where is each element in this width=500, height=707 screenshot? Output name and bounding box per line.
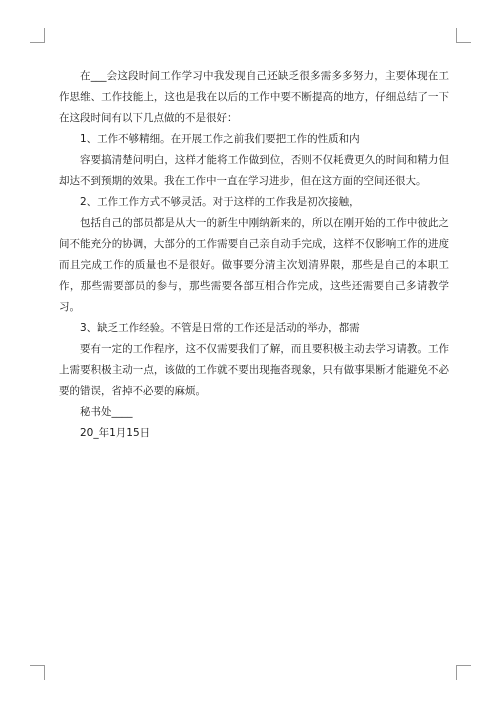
document-body <box>59 66 449 444</box>
paragraph-point-3-body: 要有一定的工作程序，这不仅需要我们了解，而且要积极主动去学习请教。工作上需要积极主动一点，该做的工作就不要出现拖沓现象，只有做事果断才能避免不必要的错误，省掉不必要的麻烦。 <box>59 343 449 397</box>
crop-mark-bottom-left <box>30 665 45 680</box>
paragraph-point-2-heading: 2、工作工作方式不够灵活。对于这样的工作我是初次接触， <box>80 196 360 208</box>
crop-mark-top-left <box>30 28 45 43</box>
paragraph-point-2-body: 包括自己的部员都是从大一的新生中刚纳新来的，所以在刚开始的工作中彼此之间不能充分的协调，大部分的工作需要自己亲自动手完成，这样不仅影响工作的进度而且完成工作的质量也不是很好。做事要分清主次划清界限，那些是自己的本职工作，那些需要部员的参与，那些需要各部互相合作完成，这些还需要自己多请教学习。 <box>59 217 449 313</box>
paragraph-point-1-heading: 1、工作不够精细。在开展工作之前我们要把工作的性质和内 <box>80 133 360 145</box>
paragraph-intro: 在___会这段时间工作学习中我发现自己还缺乏很多需多多努力，主要体现在工作思维、工作技能上，这也是我在以后的工作中要不断提高的地方，仔细总结了一下在这段时间有以下几点做的不是很好： <box>59 70 449 124</box>
paragraph-point-3-heading: 3、缺乏工作经验。不管是日常的工作还是活动的举办，都需 <box>80 322 360 334</box>
signature-department: 秘书处____ <box>80 406 133 418</box>
signature-date: 20_年1月15日 <box>80 427 151 439</box>
crop-mark-top-right <box>456 28 471 43</box>
paragraph-point-1-body: 容要搞清楚问明白，这样才能将工作做到位，否则不仅耗费更久的时间和精力但却达不到预期的效果。我在工作中一直在学习进步，但在这方面的空间还很大。 <box>59 154 449 187</box>
crop-mark-bottom-right <box>456 665 471 680</box>
